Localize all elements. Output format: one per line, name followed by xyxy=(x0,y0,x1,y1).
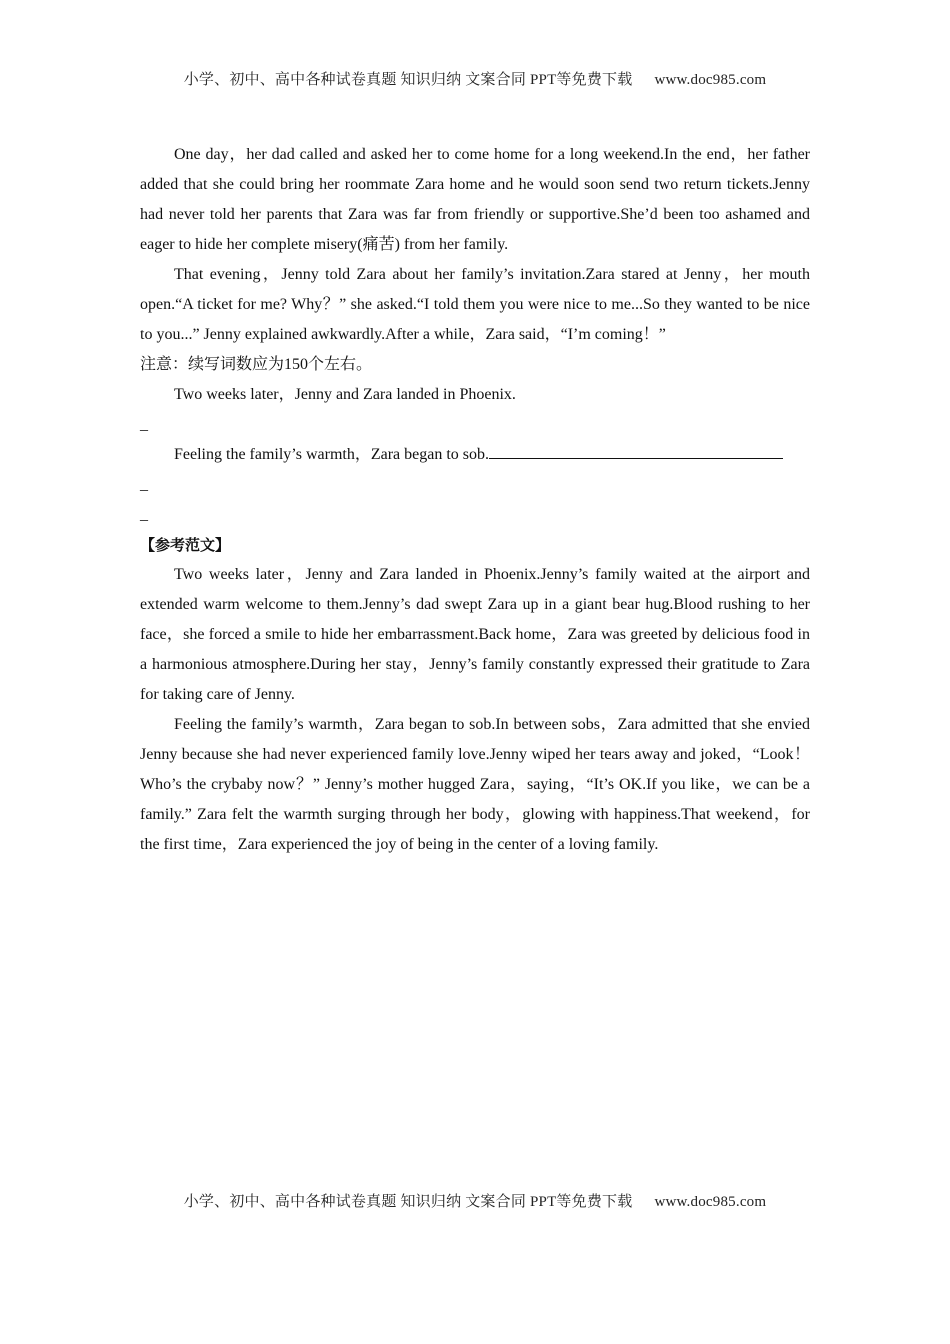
document-body xyxy=(140,140,810,860)
page-footer xyxy=(0,1190,950,1211)
prompt-second-line xyxy=(140,440,810,470)
prompt-first-line: Two weeks later，Jenny and Zara landed in Phoenix. xyxy=(174,386,516,403)
story-paragraph-2: That evening，Jenny told Zara about her family’s invitation.Zara stared at Jenny，her mouth open.“A ticket for me? Why？” she asked.“I told them you were nice to me...So they wanted to be nice to you...” Jenny explained awkwardly.After a while，Zara said，“I’m coming！” xyxy=(140,266,810,343)
answer-blank-3 xyxy=(140,500,810,530)
answer-underline xyxy=(489,440,783,459)
prompt-second-text: Feeling the family’s warmth，Zara began to sob. xyxy=(174,446,490,463)
reference-title: 【参考范文】 xyxy=(140,536,231,554)
blank-mark: _ xyxy=(140,506,148,523)
footer-site-link[interactable]: www.doc985.com xyxy=(654,1194,767,1210)
story-paragraph-1: One day，her dad called and asked her to come home for a long weekend.In the end，her father added that she could bring her roommate Zara home and he would soon send two return tickets.Jenny had never told her parents that Zara was far from friendly or supportive.She’d been too ashamed and eager to hide her complete misery(痛苦) from her family. xyxy=(140,146,811,253)
footer-text: 小学、初中、高中各种试卷真题 知识归纳 文案合同 PPT等免费下载 xyxy=(183,1194,633,1210)
blank-mark: _ xyxy=(140,476,148,493)
reference-paragraph-1: Two weeks later，Jenny and Zara landed in Phoenix.Jenny’s family waited at the airport and extended warm welcome to them.Jenny’s dad swept Zara up in a giant bear hug.Blood rushing to her face，she forced a smile to hide her embarrassment.Back home，Zara was greeted by delicious food in a harmonious atmosphere.During her stay，Jenny’s family constantly expressed their gratitude to Zara for taking care of Jenny. xyxy=(140,566,810,703)
answer-blank-2 xyxy=(140,470,810,500)
blank-mark: _ xyxy=(140,416,148,433)
page-header xyxy=(0,68,950,89)
header-site-link[interactable]: www.doc985.com xyxy=(654,72,767,88)
reference-paragraph-2: Feeling the family’s warmth，Zara began to sob.In between sobs，Zara admitted that she envied Jenny because she had never experienced family love.Jenny wiped her tears away and joked，“Look！Who’s the crybaby now？” Jenny’s mother hugged Zara，saying，“It’s OK.If you like，we can be a family.” Zara felt the warmth surging through her body，glowing with happiness.That weekend，for the first time，Zara experienced the joy of being in the center of a loving family. xyxy=(140,716,810,853)
word-count-note: 注意：续写词数应为150个左右。 xyxy=(140,356,373,373)
answer-blank-1 xyxy=(140,410,810,440)
header-text: 小学、初中、高中各种试卷真题 知识归纳 文案合同 PPT等免费下载 xyxy=(183,72,633,88)
